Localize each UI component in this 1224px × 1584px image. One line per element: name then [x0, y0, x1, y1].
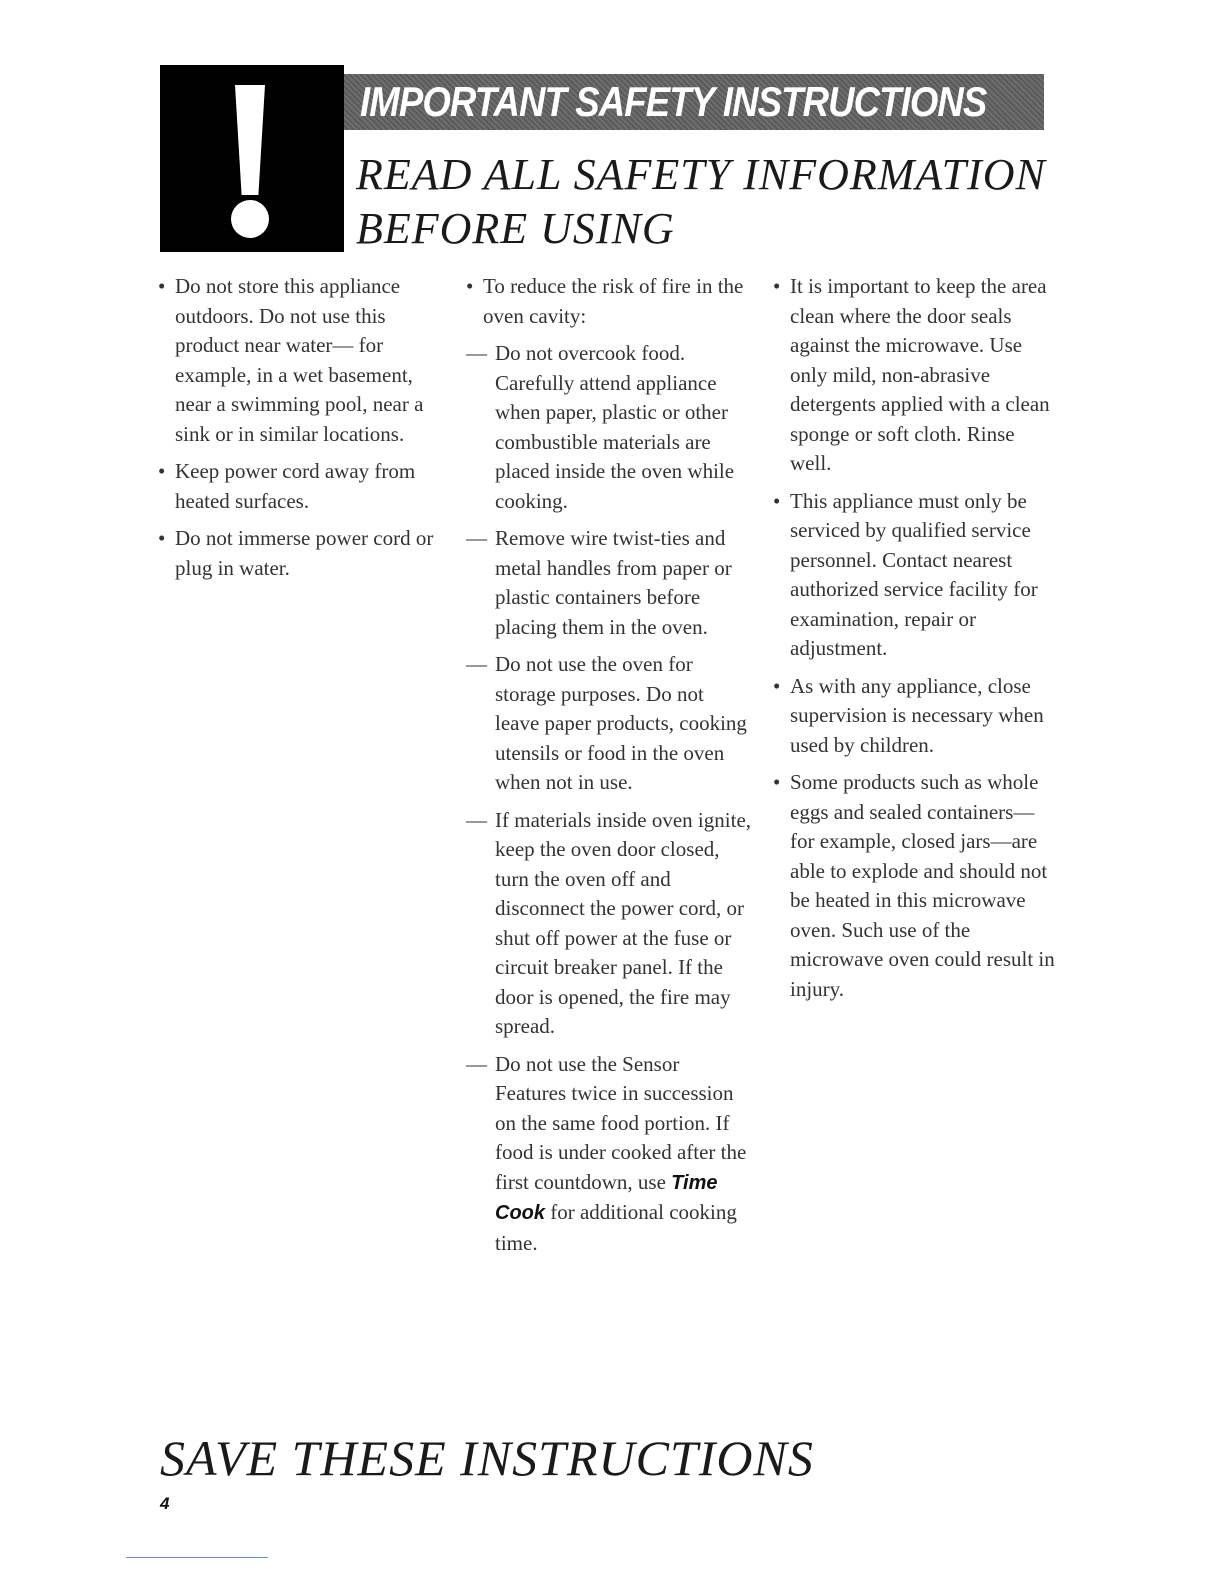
bullet-icon: • — [158, 274, 166, 298]
dash-icon: — — [466, 341, 487, 365]
save-instructions-heading: SAVE THESE INSTRUCTIONS — [160, 1430, 814, 1486]
list-item: • This appliance must only be serviced by qualified service personnel. Contact nearest authorized service facility for examination, repair or adjustment. — [773, 488, 1038, 660]
footer-rule — [126, 1557, 268, 1558]
warning-icon — [160, 65, 344, 252]
sub-item: — Do not use the oven for storage purposes. Do not leave paper products, cooking utensils or food in the oven when not in use. — [466, 652, 747, 794]
dash-icon: — — [466, 807, 487, 832]
bullet-icon: • — [773, 770, 781, 794]
list-item: • Some products such as whole eggs and sealed containers—for example, closed jars—are able to explode and should not be heated in this microwave oven. Such use of the microwave oven could result in injury. — [773, 770, 1055, 1001]
sub-item: — Remove wire twist-ties and metal handles from paper or plastic containers before placing them in the oven. — [466, 526, 732, 639]
list-item: • Do not store this appliance outdoors. Do not use this product near water— for example, in a wet basement, near a swimming pool, near a sink or in similar locations. — [158, 274, 424, 446]
sub-item: — Do not use the Sensor Features twice in succession on the same food portion. If food is under cooked after the first countdown, use Time Cook for additional cooking time. — [466, 1051, 747, 1255]
page-subtitle — [356, 148, 1046, 256]
exclamation-dot — [231, 200, 269, 238]
bullet-icon: • — [466, 274, 474, 298]
bullet-icon: • — [773, 274, 781, 298]
list-item: • To reduce the risk of fire in the oven cavity: — [466, 274, 744, 328]
column-2 — [466, 272, 751, 1266]
exclamation-bar — [235, 85, 265, 195]
list-item: • Keep power cord away from heated surfaces. — [158, 459, 416, 513]
sub-item: — If materials inside oven ignite, keep the oven door closed, turn the oven off and disconnect the power cord, or shut off power at the fuse or circuit breaker panel. If the door is opened, the fire may spread. — [466, 807, 752, 1038]
sub-item: — Do not overcook food. Carefully attend appliance when paper, plastic or other combustible materials are placed inside the oven while cooking. — [466, 341, 735, 513]
bullet-icon: • — [773, 673, 781, 698]
dash-icon: — — [466, 526, 487, 550]
list-item: • It is important to keep the area clean where the door seals against the microwave. Use only mild, non-abrasive detergents applied with a clean sponge or soft cloth. Rinse well. — [773, 274, 1050, 475]
page-title: IMPORTANT SAFETY INSTRUCTIONS — [360, 78, 987, 125]
page-number: 4 — [160, 1494, 170, 1513]
subtitle-line-2: BEFORE USING — [356, 204, 675, 253]
dash-icon: — — [466, 652, 487, 676]
bullet-icon: • — [773, 488, 781, 513]
title-banner — [344, 74, 1044, 130]
bullet-icon: • — [158, 526, 166, 550]
dash-icon: — — [466, 1051, 487, 1076]
list-item: • As with any appliance, close supervision is necessary when used by children. — [773, 673, 1044, 757]
bullet-icon: • — [158, 459, 166, 483]
subtitle-line-1: READ ALL SAFETY INFORMATION — [356, 150, 1046, 199]
list-item: • Do not immerse power cord or plug in water. — [158, 526, 434, 580]
column-3 — [773, 272, 1058, 1012]
column-1 — [158, 272, 443, 591]
time-cook-term: Time Cook — [495, 1171, 718, 1224]
